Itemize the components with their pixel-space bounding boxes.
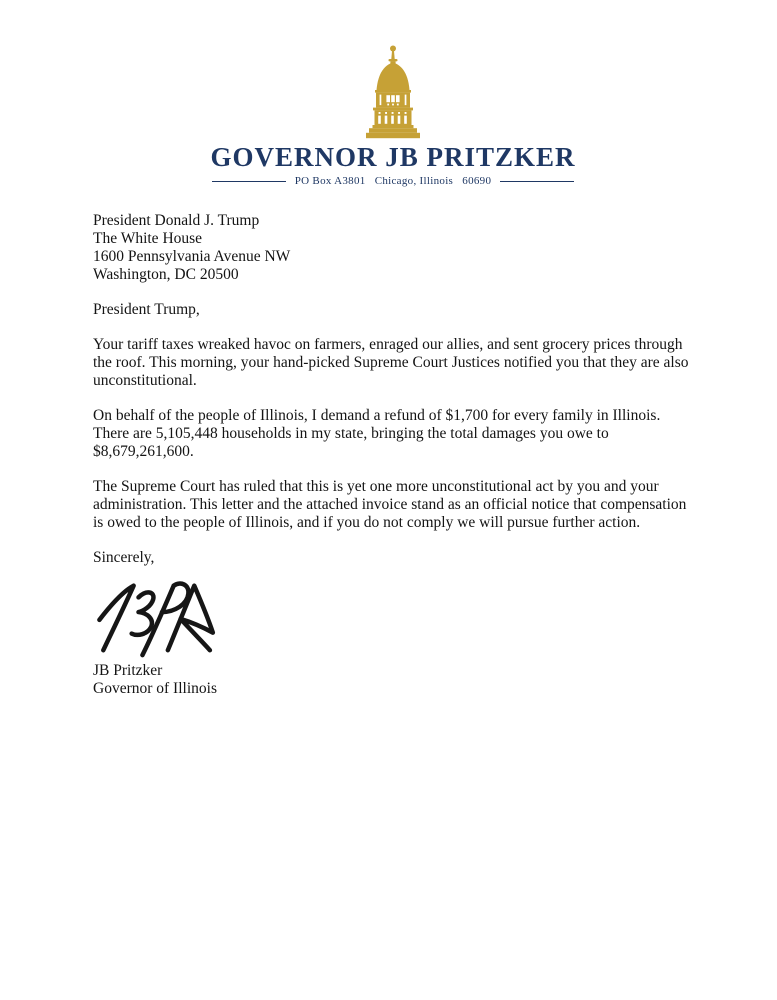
recipient-address [93, 212, 693, 284]
signer-name: JB Pritzker [93, 662, 163, 679]
signature-image [90, 571, 232, 659]
letterhead [93, 45, 693, 188]
letterhead-tagline [93, 175, 693, 188]
signer-title: Governor of Illinois [93, 680, 217, 697]
recipient-org: The White House [93, 230, 203, 247]
recipient-name: President Donald J. Trump [93, 212, 260, 229]
letter-body [93, 212, 693, 698]
recipient-street: 1600 Pennsylvania Avenue NW [93, 248, 291, 265]
paragraph-tariffs: Your tariff taxes wreaked havoc on farmers, enraged our allies, and sent grocery prices through the roof. This morning, your hand-picked Supreme Court Justices notified you that they are also unconstitutional. [93, 336, 689, 389]
letterhead-title: GOVERNOR JB PRITZKER [210, 142, 576, 172]
tagline-left-rule [212, 181, 286, 182]
paragraph-official-notice: The Supreme Court has ruled that this is yet one more unconstitutional act by you and your administration. This letter and the attached invoice stand as an official notice that compensation is owed to the people of Illinois, and if you do not comply we will pursue further action. [93, 478, 687, 531]
recipient-city: Washington, DC 20500 [93, 266, 239, 283]
valediction: Sincerely, [93, 549, 155, 566]
tagline-right-rule [500, 181, 574, 182]
paragraph-refund-demand: On behalf of the people of Illinois, I demand a refund of $1,700 for every family in Illinois. There are 5,105,448 households in my state, bringing the total damages you owe to $8,679,261,600. [93, 407, 661, 460]
letterhead-address: PO Box A3801 Chicago, Illinois 60690 [294, 175, 492, 187]
salutation: President Trump, [93, 301, 200, 318]
capitol-dome-icon [362, 45, 424, 139]
